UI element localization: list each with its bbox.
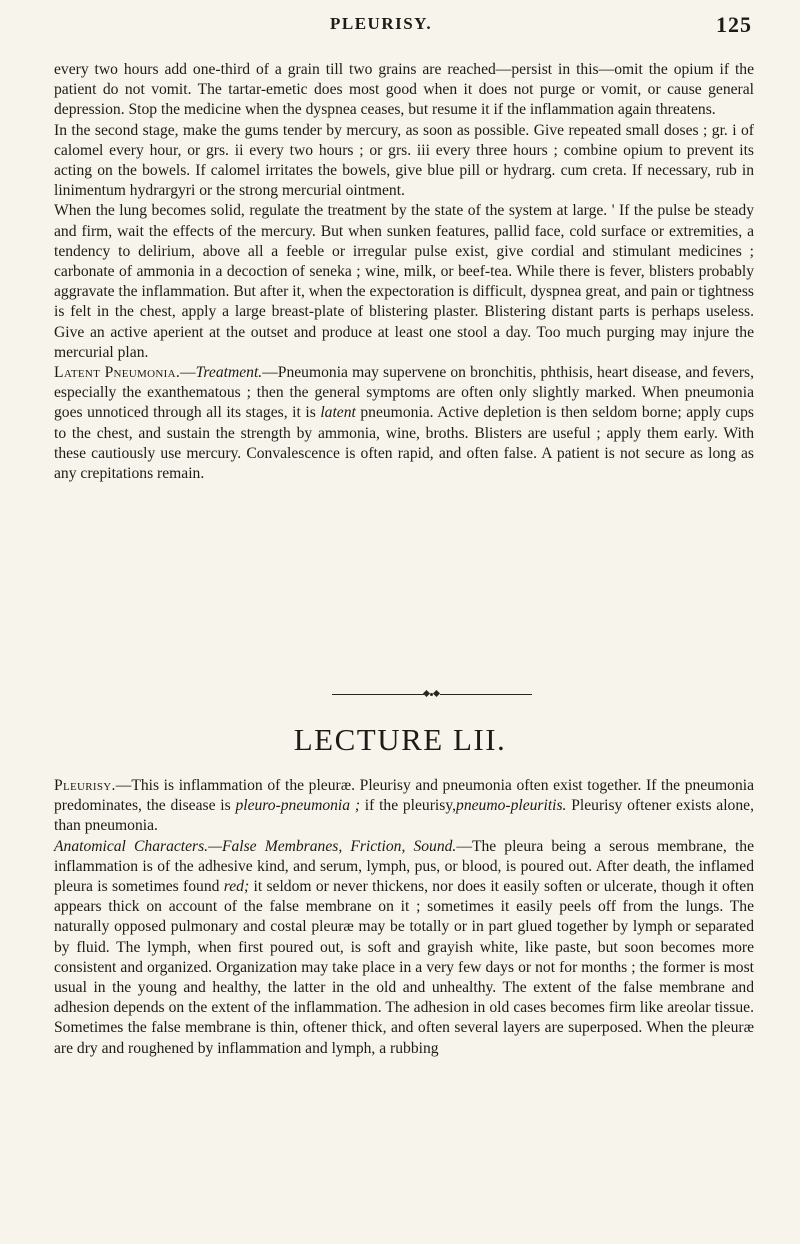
paragraph-second-stage: In the second stage, make the gums tender by mercury, as soon as possible. Give repeated small doses ; gr. i of calomel every hour, or grs. ii every two hours ; or grs. iii every three hours ; combine opium to prevent its acting on the bowels. If calomel irritates the bowels, give blue pill or hydrarg. cum creta. If necessary, rub in linimentum hydrargyri or the strong mercurial ointment. [54, 121, 754, 200]
pleurisy-text-b: if the pleurisy, [364, 797, 457, 815]
latent-text-a: —Pneumonia may supervene on bronchitis, phthisis, heart disease, and fevers, especially the exanthematous ; then the general symptoms are often only slightly marked. When pneumonia goes unnoticed through all its stages, it is [54, 364, 754, 422]
section-divider-ornament [0, 690, 800, 700]
anatomical-text-a: —The pleura being a serous membrane, the inflammation is of the adhesive kind, and serum, lymph, pus, or blood, is poured out. After death, the inflamed pleura is sometimes found [54, 837, 754, 896]
latent-term: latent [320, 404, 356, 422]
pleurisy-text-a: —This is inflammation of the pleuræ. Pleurisy and pneumonia often exist together. If the pneumonia predominates, the disease is [54, 777, 754, 815]
treatment-section [54, 60, 754, 484]
page-header [0, 14, 800, 42]
pleurisy-text-c: Pleurisy oftener exists alone, than pneumonia. [54, 797, 754, 835]
divider-rule-left [332, 694, 424, 695]
latent-pneumonia-heading: Latent Pneumonia. [54, 364, 181, 382]
pleurisy-section [54, 776, 754, 1059]
paragraph-opium-dosing: every two hours add one-third of a grain till two grains are reached—persist in this—omit the opium if the patient do not vomit. The tartar-emetic does most good when it does not purge or vomit, or cause general depression. Stop the medicine when the dyspnea ceases, but resume it if the inflammation again threatens. [54, 61, 754, 119]
paragraph-solid-lung: When the lung becomes solid, regulate the treatment by the state of the system at large. ' If the pulse be steady and firm, wait the effects of the mercury. But when sunken features, pallid face, cold surface or extremities, a tendency to delirium, above all a feeble or irregular pulse exist, give cordial and stimulant medicines ; carbonate of ammonia in a decoction of seneka ; wine, milk, or beef-tea. While there is fever, blisters probably aggravate the inflammation. But after it, when the expectoration is difficult, dyspnea great, and pain or tightness is felt in the chest, apply a large breast-plate of blistering plaster. Blistering distant parts is perhaps useless. Give an active aperient at the outset and produce at least one stool a day. Too much purging may injure the mercurial plan. [54, 202, 754, 361]
divider-diamond-left [423, 690, 430, 697]
term-red: red; [223, 878, 250, 896]
paragraph-pleurisy-definition [54, 776, 754, 837]
running-title: PLEURISY. [330, 14, 433, 33]
lecture-title: LECTURE LII. [293, 722, 507, 757]
paragraph-anatomical-characters [54, 837, 754, 1059]
page-number: 125 [716, 12, 752, 37]
divider-rule-right [440, 694, 532, 695]
anatomical-characters-heading: Anatomical Characters.—False Membranes, Friction, Sound. [54, 837, 457, 855]
heading-dash: — [180, 364, 196, 382]
divider-diamond-right [433, 690, 440, 697]
pleurisy-heading: Pleurisy. [54, 777, 116, 794]
latent-text-b: pneumonia. Active depletion is then seldom borne; apply cups to the chest, and sustain the strength by ammonia, wine, broths. Blisters are useful ; apply them early. With these cautiously use mercury. Convalescence is often rapid, and often false. A patient is not secure as long as any crepitations remain. [54, 404, 754, 483]
treatment-subheading: Treatment. [195, 364, 263, 382]
term-pleuro-pneumonia: pleuro-pneumonia ; [235, 797, 361, 815]
anatomical-text-b: it seldom or never thickens, nor does it easily soften or ulcerate, though it often appears thick on account of the false membrane on it ; sometimes it easily peels off from the lungs. The naturally opposed pulmonary and costal pleuræ may be totally or in part glued together by lymph or separated by fluid. The lymph, when first poured out, is soft and grayish white, like paste, but soon becomes more consistent and organized. Organization may take place in a very few days or not for months ; the former is most usual in the young and healthy, the latter in the old and unhealthy. The extent of the false membrane and adhesion depends on the extent of the inflammation. The adhesion in old cases becomes firm like areolar tissue. Sometimes the false membrane is thin, oftener thick, and often several layers are superposed. When the pleuræ are dry and roughened by inflammation and lymph, a rubbing [54, 878, 754, 1057]
term-pneumo-pleuritis: pneumo-pleuritis. [456, 797, 567, 815]
paragraph-latent-pneumonia [54, 363, 754, 484]
